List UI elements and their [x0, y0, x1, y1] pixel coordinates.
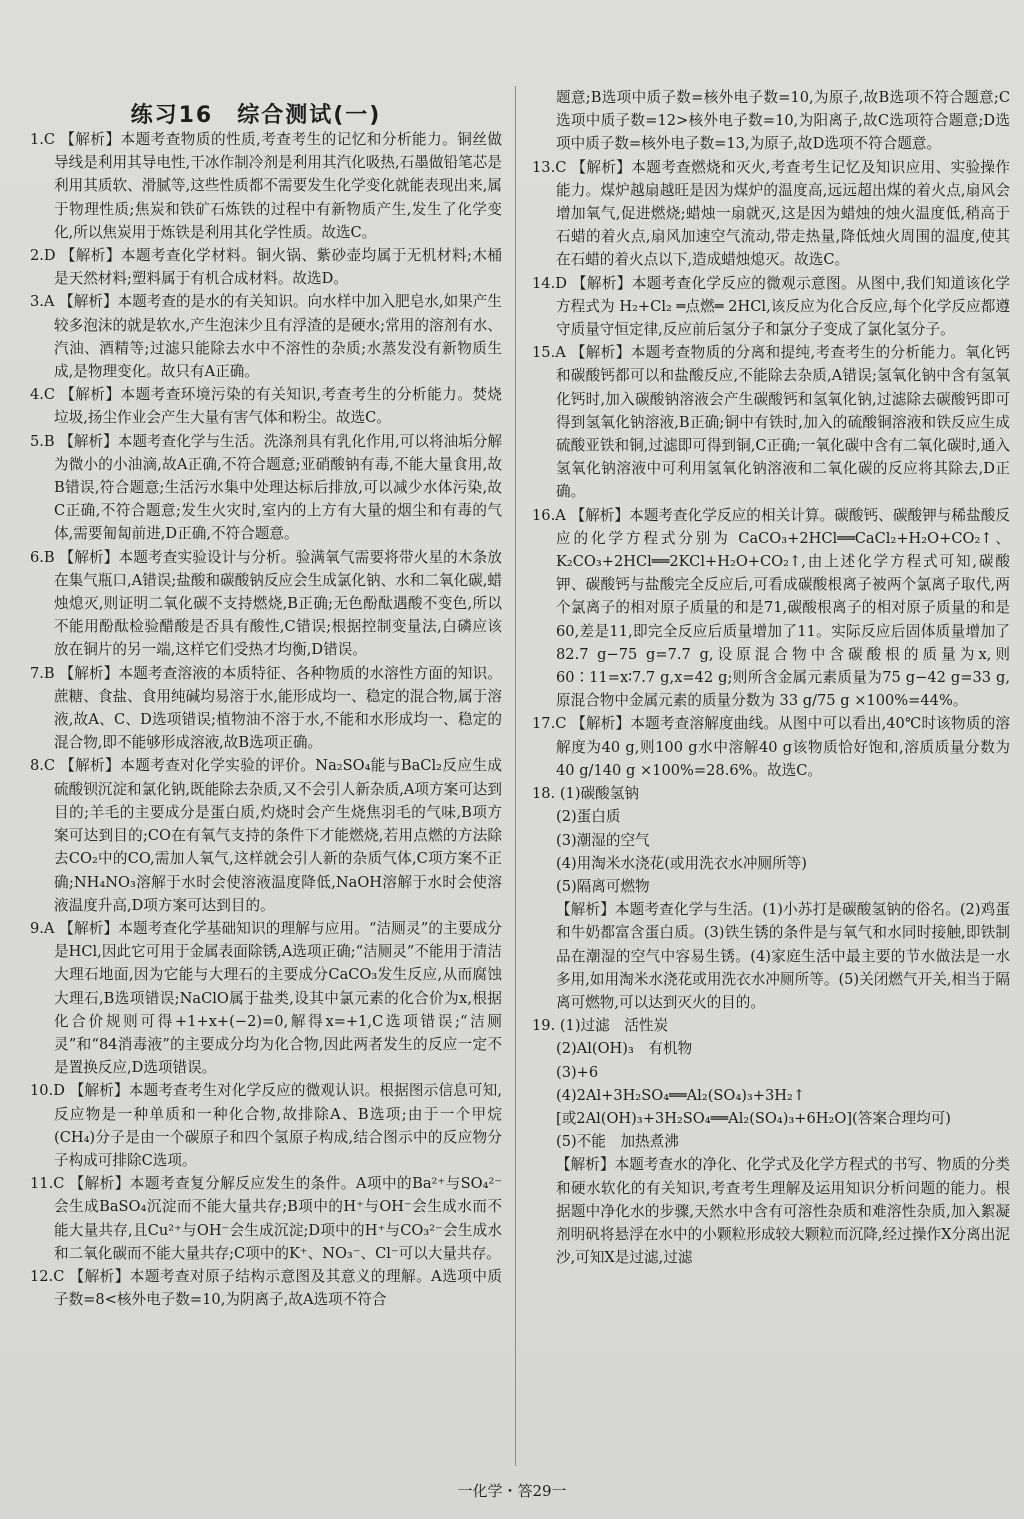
answer-item: [30, 1172, 502, 1265]
page-footer: 一化学・答29一: [457, 1482, 567, 1500]
answer-text: (3)+6: [556, 1063, 599, 1081]
answer-item: [532, 156, 1010, 272]
answer-item: [532, 1107, 1010, 1130]
answer-number: 3.A: [30, 293, 55, 311]
answer-item: [532, 504, 1010, 713]
answer-number: 16.A: [532, 506, 566, 524]
answer-number: 9.A: [30, 919, 55, 937]
answer-text: (4)用淘米水浇花(或用洗衣水冲厕所等): [556, 854, 807, 872]
answer-text: 【解析】本题考查化学材料。铜火锅、紫砂壶均属于无机材料;木桶是天然材料;塑料属于有机合成材料。故选D。: [54, 247, 502, 288]
answer-text: (3)潮湿的空气: [556, 831, 650, 849]
answer-number: 19.: [532, 1017, 556, 1035]
answer-number: 2.D: [30, 247, 56, 265]
answer-text: 【解析】本题考查对化学实验的评价。Na₂SO₄能与BaCl₂反应生成硫酸钡沉淀和氯化钠,既能除去杂质,又不会引人新杂质,A项方案可达到目的;羊毛的主要成分是蛋白质,灼烧时会产生烧焦羽毛的气味,B项方案可达到目的;CO在有氧气支持的条件下才能燃烧,若用点燃的方法除去CO₂中的CO,需加人氧气,这样就会引人新的杂质气体,C项方案不正确;NH₄NO₃溶解于水时会使溶液温度降低,NaOH溶解于水时会使溶液温度升高,D项方案可达到目的。: [54, 757, 502, 914]
answer-item: [30, 430, 502, 546]
right-column: [532, 86, 1010, 1466]
answer-text: 【解析】本题考查化学与生活。洗涤剂具有乳化作用,可以将油垢分解为微小的小油滴,故A正确,不符合题意;亚硝酸钠有毒,不能大量食用,故B错误,符合题意;生活污水集中处理达标后排放,可以减少水体污染,故C正确,不符合题意;发生火灾时,室内的上方有大量的烟尘和有毒的气体,需要匍匐前进,D正确,不符合题意。: [54, 432, 502, 543]
answer-item: [532, 341, 1010, 503]
answer-item: [532, 1061, 1010, 1084]
answer-text: (1)碳酸氢钠: [559, 785, 639, 803]
answer-text: (2)蛋白质: [556, 808, 621, 826]
answer-item: [30, 290, 502, 383]
answer-number: 5.B: [30, 432, 55, 450]
answer-number: 6.B: [30, 548, 55, 566]
answer-number: 15.A: [532, 344, 566, 362]
page-title: 练习16 综合测试(一): [130, 103, 382, 128]
answer-text: (1)过滤 活性炭: [559, 1017, 669, 1035]
answer-item: [532, 272, 1010, 342]
answer-item: [30, 1265, 502, 1311]
answer-text: (4)2Al+3H₂SO₄══Al₂(SO₄)₃+3H₂↑: [556, 1086, 806, 1104]
answer-number: 12.C: [30, 1267, 65, 1285]
answer-number: 8.C: [30, 757, 56, 775]
answer-item: [532, 875, 1010, 898]
answer-text: 【解析】本题考查复分解反应发生的条件。A项中的Ba²⁺与SO₄²⁻会生成BaSO₄沉淀而不能大量共存;B项中的H⁺与OH⁻会生成水而不能大量共存,且Cu²⁺与OH⁻会生成沉淀;D项中的H⁺与CO₃²⁻会生成水和二氧化碳而不能大量共存;C项中的K⁺、NO₃⁻、Cl⁻可以大量共存。: [54, 1175, 502, 1262]
answer-item: [532, 1084, 1010, 1107]
answer-number: 17.C: [532, 715, 567, 733]
answer-text: [或2Al(OH)₃+3H₂SO₄══Al₂(SO₄)₃+6H₂O](答案合理均可): [556, 1109, 951, 1127]
answer-text: 【解析】本题考查化学反应的微观示意图。从图中,我们知道该化学方程式为 H₂+Cl₂ ═点燃═ 2HCl,该反应为化合反应,每个化学反应都遵守质量守恒定律,反应前后氢分子和氯分子变成了氯化氢分子。: [556, 274, 1010, 339]
answer-text: 【解析】本题考查溶解度曲线。从图中可以看出,40℃时该物质的溶解度为40 g,则100 g水中溶解40 g该物质恰好饱和,溶质质量分数为 40 g/140 g ×100%=28.6%。故选C。: [556, 715, 1010, 779]
answer-item: [30, 1079, 502, 1172]
answer-text: 【解析】本题考查化学反应的相关计算。碳酸钙、碳酸钾与稀盐酸反应的化学方程式分别为 CaCO₃+2HCl══CaCl₂+H₂O+CO₂↑、K₂CO₃+2HCl══2KCl+H₂O+CO₂↑,由上述化学方程式可知,碳酸钾、碳酸钙与盐酸完全反应后,可看成碳酸根离子被两个氯离子取代,两个氯离子的相对原子质量的和是71,碳酸根离子的相对原子质量的和是60,差是11,即完全反应后质量增加了11。实际反应后固体质量增加了82.7 g−75 g=7.7 g,设原混合物中含碳酸根的质量为x,则60∶11=x∶7.7 g,x=42 g;则所含金属元素质量为75 g−42 g=33 g,原混合物中金属元素的质量分数为 33 g/75 g ×100%=44%。: [556, 506, 1010, 710]
answer-number: 13.C: [532, 158, 567, 176]
answer-text: 【解析】本题考查的是水的有关知识。向水样中加入肥皂水,如果产生较多泡沫的就是软水,产生泡沫少且有浮渣的是硬水;常用的溶剂有水、汽油、酒精等;过滤只能除去水中不溶性的杂质;水蒸发没有新物质生成,是物理变化。故只有A正确。: [54, 293, 502, 381]
answer-number: 1.C: [30, 131, 56, 148]
answer-item: [532, 805, 1010, 828]
answer-item: [532, 1014, 1010, 1037]
answer-text: 【解析】本题考查环境污染的有关知识,考查考生的分析能力。焚烧垃圾,扬尘作业会产生大量有害气体和粉尘。故选C。: [54, 386, 502, 427]
answer-text: 【解析】本题考查实验设计与分析。验满氧气需要将带火星的木条放在集气瓶口,A错误;盐酸和碳酸钠反应会生成氯化钠、水和二氧化碳,蜡烛熄灭,则证明二氧化碳不支持燃烧,B正确;无色酚酞遇酸不变色,所以不能用酚酞检验醋酸是否具有酸性,C错误;根据控制变量法,白磷应该放在铜片的另一端,这样它们受热才均衡,D错误。: [54, 548, 502, 659]
answer-text: (2)Al(OH)₃ 有机物: [556, 1040, 693, 1058]
column-divider: [515, 86, 516, 1466]
answer-text: 【解析】本题考查燃烧和灭火,考查考生记忆及知识应用、实验操作能力。煤炉越扇越旺是因为煤炉的温度高,远远超出煤的着火点,扇风会增加氧气,促进燃烧;蜡烛一扇就灭,这是因为蜡烛的烛火温度低,稍高于石蜡的着火点,扇风加速空气流动,带走热量,降低烛火周围的温度,使其在石蜡的着火点以下,造成蜡烛熄灭。故选C。: [556, 158, 1010, 269]
answer-item: [532, 1153, 1010, 1269]
answer-item: [30, 546, 502, 662]
answer-item: [30, 662, 502, 755]
answer-item: [532, 86, 1010, 156]
answer-item: [30, 383, 502, 429]
answer-number: 14.D: [532, 274, 567, 292]
answer-number: 7.B: [30, 664, 55, 682]
answer-text: 【解析】本题考查溶液的本质特征、各种物质的水溶性方面的知识。蔗糖、食盐、食用纯碱均易溶于水,能形成均一、稳定的混合物,属于溶液,故A、C、D选项错误;植物油不溶于水,不能和水形成均一、稳定的混合物,即不能够形成溶液,故B选项正确。: [54, 664, 502, 752]
answer-item: [532, 1037, 1010, 1060]
answer-number: 10.D: [30, 1082, 65, 1100]
answer-text: (5)隔离可燃物: [556, 877, 650, 895]
answer-item: [532, 712, 1010, 782]
answer-item: [30, 128, 502, 244]
answer-item: [30, 917, 502, 1079]
answer-item: [532, 1130, 1010, 1153]
answer-text: 【解析】本题考查对原子结构示意图及其意义的理解。A选项中质子数=8<核外电子数=10,为阴离子,故A选项不符合: [54, 1267, 502, 1309]
answer-item: [532, 898, 1010, 1014]
answer-text: 【解析】本题考查化学与生活。(1)小苏打是碳酸氢钠的俗名。(2)鸡蛋和牛奶都富含蛋白质。(3)铁生锈的条件是与氧气和水同时接触,即铁制品在潮湿的空气中容易生锈。(4)家庭生活中最主要的节水做法是一水多用,如用淘米水浇花或用洗衣水冲厕所等。(5)关闭燃气开关,相当于隔离可燃物,可以达到灭火的目的。: [556, 901, 1010, 1011]
answer-text: 【解析】本题考查化学基础知识的理解与应用。“洁厕灵”的主要成分是HCl,因此它可用于金属表面除锈,A选项正确;“洁厕灵”不能用于清洁大理石地面,因为它能与大理石的主要成分CaCO₃发生反应,从而腐蚀大理石,B选项错误;NaClO属于盐类,设其中氯元素的化合价为x,根据化合价规则可得+1+x+(−2)=0,解得x=+1,C选项错误;“洁厕灵”和“84消毒液”的主要成分均为化合物,因此两者发生的反应一定不是置换反应,D选项错误。: [54, 919, 502, 1077]
answer-number: 11.C: [30, 1175, 65, 1193]
answer-text: 【解析】本题考查水的净化、化学式及化学方程式的书写、物质的分类和硬水软化的有关知识,考查考生理解及运用知识分析问题的能力。根据题中净化水的步骤,天然水中含有可溶性杂质和难溶性杂质,加入絮凝剂明矾将悬浮在水中的小颗粒形成较大颗粒而沉降,经过操作X分离出泥沙,可知X是过滤,过滤: [556, 1156, 1010, 1267]
answer-item: [30, 244, 502, 290]
answer-text: 【解析】本题考查物质的性质,考查考生的记忆和分析能力。铜丝做导线是利用其导电性,干冰作制冷剂是利用其汽化吸热,石墨做铅笔芯是利用其质软、滑腻等,这些性质都不需要发生化学变化就能表现出来,属于物理性质;焦炭和铁矿石炼铁的过程中有新物质产生,发生了化学变化,所以焦炭用于炼铁是利用其化学性质。故选C。: [54, 131, 502, 241]
answer-item: [532, 829, 1010, 852]
answer-text: 【解析】本题考查考生对化学反应的微观认识。根据图示信息可知,反应物是一种单质和一种化合物,故排除A、B选项;由于一个甲烷(CH₄)分子是由一个碳原子和四个氢原子构成,结合图示中的反应物分子构成可排除C选项。: [54, 1082, 502, 1169]
answer-text: 题意;B选项中质子数=核外电子数=10,为原子,故B选项不符合题意;C选项中质子数=12>核外电子数=10,为阳离子,故C选项符合题意;D选项中质子数=核外电子数=13,为原子,故D选项不符合题意。: [556, 89, 1010, 153]
answer-number: 4.C: [30, 386, 56, 404]
answer-item: [532, 852, 1010, 875]
answer-item: [532, 782, 1010, 805]
answer-text: 【解析】本题考查物质的分离和提纯,考查考生的分析能力。氧化钙和碳酸钙都可以和盐酸反应,不能除去杂质,A错误;氢氧化钠中含有氢氧化钙时,加入碳酸钠溶液会产生碳酸钙和氢氧化钠,过滤除去碳酸钙即可得到氢氧化钠溶液,B正确;铜中有铁时,加入的硫酸铜溶液和铁反应生成硫酸亚铁和铜,过滤即可得到铜,C正确;一氧化碳中含有二氧化碳时,通入氢氧化钠溶液中可利用氢氧化钠溶液和二氧化碳的反应将其除去,D正确。: [556, 344, 1010, 501]
answer-text: (5)不能 加热煮沸: [556, 1133, 679, 1151]
left-column: [30, 128, 502, 1468]
answer-number: 18.: [532, 785, 556, 803]
answer-item: [30, 754, 502, 916]
